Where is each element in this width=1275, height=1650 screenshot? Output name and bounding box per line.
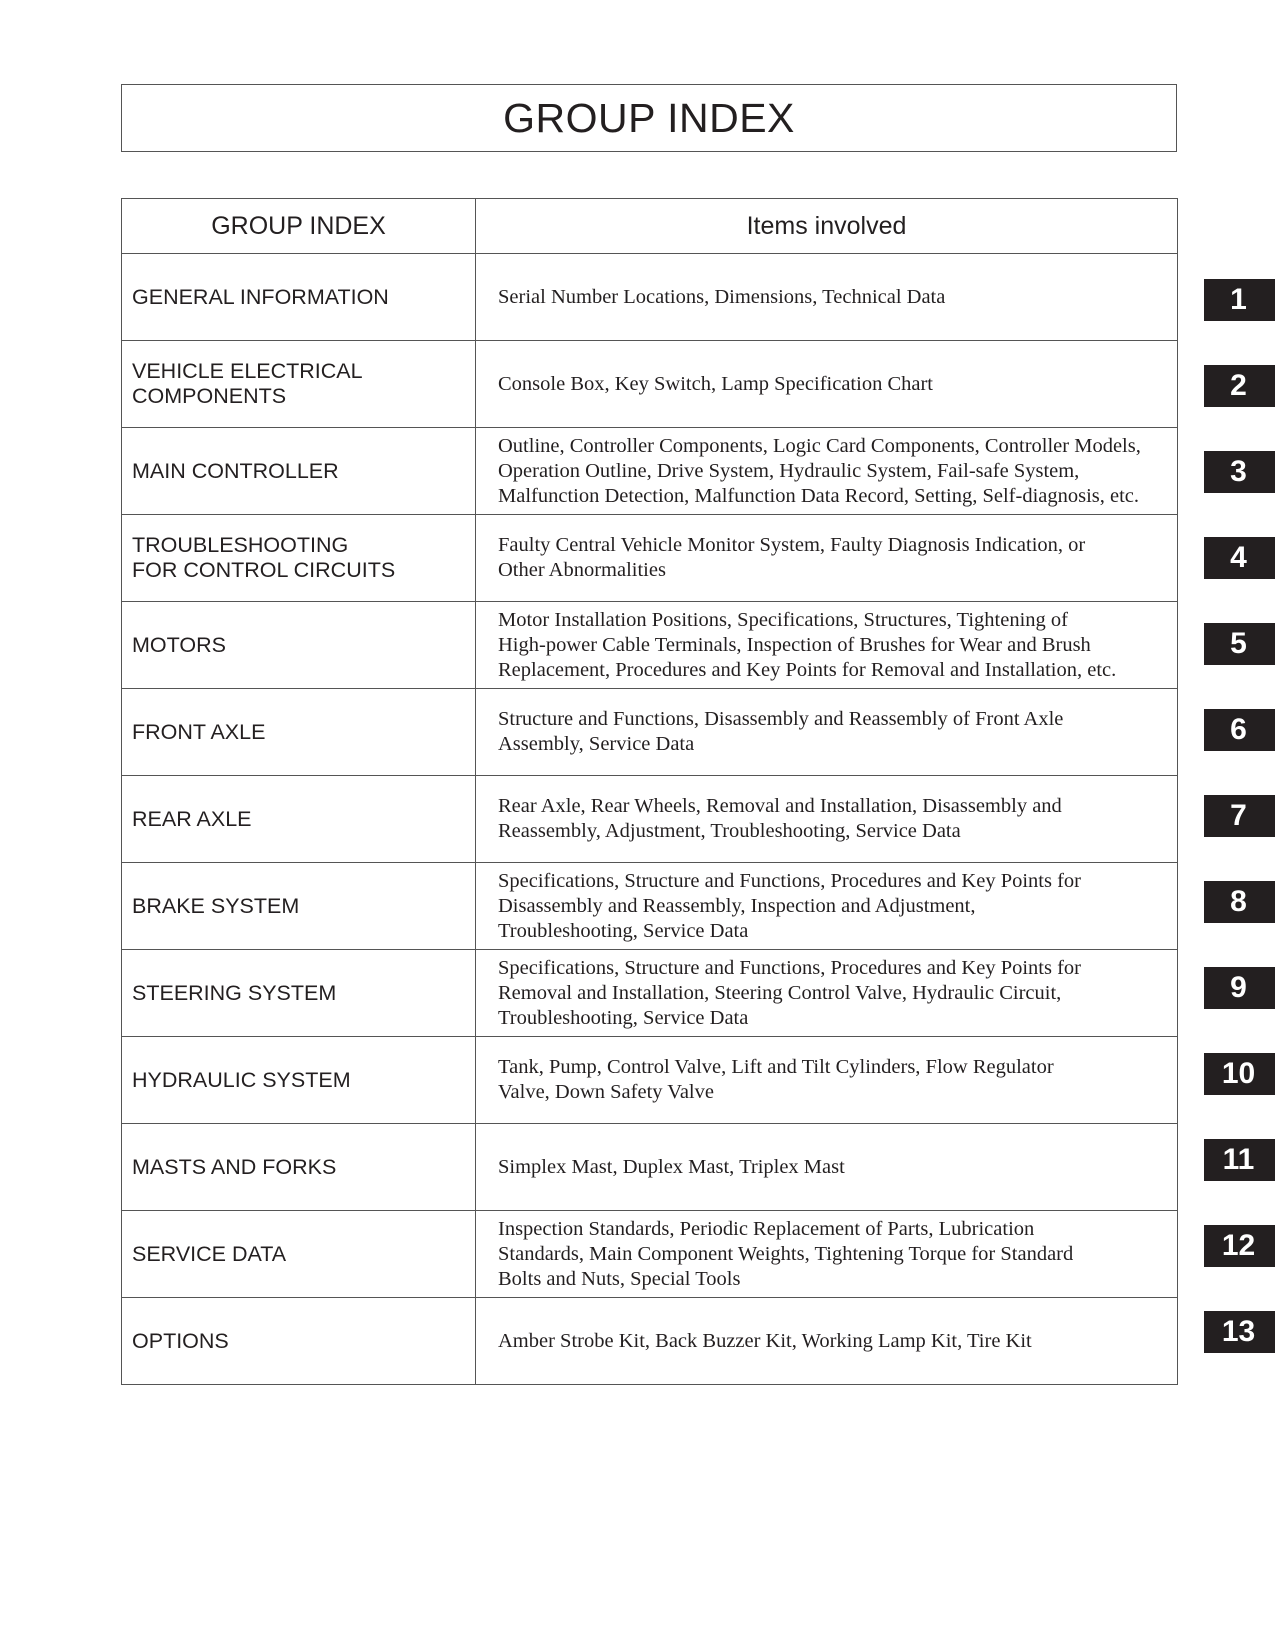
- items-line: Serial Number Locations, Dimensions, Technical Data: [498, 285, 946, 308]
- items-line: Removal and Installation, Steering Control Valve, Hydraulic Circuit,: [498, 981, 1062, 1004]
- table-row: [122, 1211, 1178, 1298]
- page-title-box: [121, 84, 1177, 152]
- items-involved-cell: [476, 1037, 1178, 1124]
- group-name-line: MAIN CONTROLLER: [132, 458, 339, 483]
- group-name-line: GENERAL INFORMATION: [132, 284, 389, 309]
- group-name-line: VEHICLE ELECTRICAL: [132, 359, 363, 383]
- group-name-line: MOTORS: [132, 632, 226, 657]
- table-row: [122, 515, 1178, 602]
- items-line: Motor Installation Positions, Specifications, Structures, Tightening of: [498, 608, 1068, 631]
- items-involved-cell: [476, 515, 1178, 602]
- items-involved-cell: [476, 1211, 1178, 1298]
- items-line: Malfunction Detection, Malfunction Data Record, Setting, Self-diagnosis, etc.: [498, 484, 1140, 507]
- section-tab: 5: [1204, 623, 1275, 665]
- items-involved-cell: [476, 1124, 1178, 1211]
- items-line: Inspection Standards, Periodic Replacement of Parts, Lubrication: [498, 1217, 1035, 1240]
- section-tab: 10: [1204, 1053, 1275, 1095]
- group-name-cell: [122, 515, 476, 602]
- items-line: Reassembly, Adjustment, Troubleshooting, Service Data: [498, 820, 961, 842]
- items-involved-cell: [476, 863, 1178, 950]
- items-line: Specifications, Structure and Functions, Procedures and Key Points for: [498, 869, 1081, 892]
- items-line: Faulty Central Vehicle Monitor System, Faulty Diagnosis Indication, or: [498, 534, 1086, 556]
- items-involved-cell: [476, 602, 1178, 689]
- group-name-cell: [122, 1211, 476, 1298]
- items-line: Assembly, Service Data: [498, 733, 695, 755]
- items-line: Structure and Functions, Disassembly and Reassembly of Front Axle: [498, 708, 1064, 730]
- group-name-line: OPTIONS: [132, 1328, 229, 1353]
- items-line: Disassembly and Reassembly, Inspection and Adjustment,: [498, 894, 976, 917]
- group-name-line: BRAKE SYSTEM: [132, 893, 300, 918]
- items-line: Specifications, Structure and Functions, Procedures and Key Points for: [498, 956, 1081, 979]
- items-involved-cell: [476, 689, 1178, 776]
- items-involved-cell: [476, 254, 1178, 341]
- items-line: Troubleshooting, Service Data: [498, 1006, 749, 1029]
- group-name-line: REAR AXLE: [132, 806, 252, 831]
- table-row: [122, 602, 1178, 689]
- table-header-row: [122, 199, 1178, 254]
- group-name-line: TROUBLESHOOTING: [132, 533, 349, 557]
- items-line: Amber Strobe Kit, Back Buzzer Kit, Working Lamp Kit, Tire Kit: [498, 1329, 1032, 1352]
- group-name-cell: [122, 602, 476, 689]
- table-row: [122, 341, 1178, 428]
- group-name-line: MASTS AND FORKS: [132, 1154, 337, 1179]
- items-involved-cell: [476, 950, 1178, 1037]
- group-name-cell: [122, 776, 476, 863]
- section-tab: 6: [1204, 709, 1275, 751]
- items-line: Tank, Pump, Control Valve, Lift and Tilt Cylinders, Flow Regulator: [498, 1056, 1054, 1078]
- table-row: [122, 254, 1178, 341]
- table-row: [122, 950, 1178, 1037]
- group-name-cell: [122, 428, 476, 515]
- group-name-cell: [122, 1298, 476, 1385]
- table-row: [122, 1124, 1178, 1211]
- section-tab: 3: [1204, 451, 1275, 493]
- items-line: Console Box, Key Switch, Lamp Specification Chart: [498, 372, 933, 395]
- group-name-line: FOR CONTROL CIRCUITS: [132, 558, 396, 582]
- table-row: [122, 1037, 1178, 1124]
- items-line: Standards, Main Component Weights, Tightening Torque for Standard: [498, 1242, 1074, 1265]
- items-involved-cell: [476, 341, 1178, 428]
- section-tab: 9: [1204, 967, 1275, 1009]
- items-line: Valve, Down Safety Valve: [498, 1081, 714, 1103]
- section-tab: 2: [1204, 365, 1275, 407]
- group-name-cell: [122, 863, 476, 950]
- group-name-cell: [122, 254, 476, 341]
- group-name-cell: [122, 950, 476, 1037]
- items-line: Outline, Controller Components, Logic Card Components, Controller Models,: [498, 434, 1141, 457]
- section-tab: 7: [1204, 795, 1275, 837]
- items-line: Operation Outline, Drive System, Hydraulic System, Fail-safe System,: [498, 459, 1080, 482]
- table-row: [122, 776, 1178, 863]
- items-involved-cell: [476, 1298, 1178, 1385]
- group-name-line: SERVICE DATA: [132, 1241, 287, 1266]
- items-line: Bolts and Nuts, Special Tools: [498, 1267, 741, 1290]
- group-name-line: HYDRAULIC SYSTEM: [132, 1067, 351, 1092]
- group-name-cell: [122, 1037, 476, 1124]
- group-index-header: GROUP INDEX: [122, 199, 476, 254]
- items-line: Other Abnormalities: [498, 559, 666, 581]
- table-row: [122, 689, 1178, 776]
- group-name-cell: [122, 689, 476, 776]
- items-involved-cell: [476, 776, 1178, 863]
- group-name-cell: [122, 1124, 476, 1211]
- section-tab: 12: [1204, 1225, 1275, 1267]
- group-index-table: [121, 198, 1178, 1385]
- items-line: High-power Cable Terminals, Inspection of Brushes for Wear and Brush: [498, 633, 1091, 656]
- section-tab: 1: [1204, 279, 1275, 321]
- items-line: Simplex Mast, Duplex Mast, Triplex Mast: [498, 1155, 845, 1178]
- group-name-line: COMPONENTS: [132, 384, 287, 408]
- table-row: [122, 1298, 1178, 1385]
- group-name-line: STEERING SYSTEM: [132, 980, 337, 1005]
- section-tab: 8: [1204, 881, 1275, 923]
- group-name-line: FRONT AXLE: [132, 719, 266, 744]
- items-line: Troubleshooting, Service Data: [498, 919, 749, 942]
- table-row: [122, 428, 1178, 515]
- items-involved-header: Items involved: [476, 199, 1178, 254]
- section-tab: 13: [1204, 1311, 1275, 1353]
- items-line: Replacement, Procedures and Key Points for Removal and Installation, etc.: [498, 658, 1117, 681]
- page-title: GROUP INDEX: [503, 94, 795, 141]
- section-tab: 4: [1204, 537, 1275, 579]
- group-name-cell: [122, 341, 476, 428]
- section-tab: 11: [1204, 1139, 1275, 1181]
- items-line: Rear Axle, Rear Wheels, Removal and Installation, Disassembly and: [498, 795, 1062, 817]
- items-involved-cell: [476, 428, 1178, 515]
- table-row: [122, 863, 1178, 950]
